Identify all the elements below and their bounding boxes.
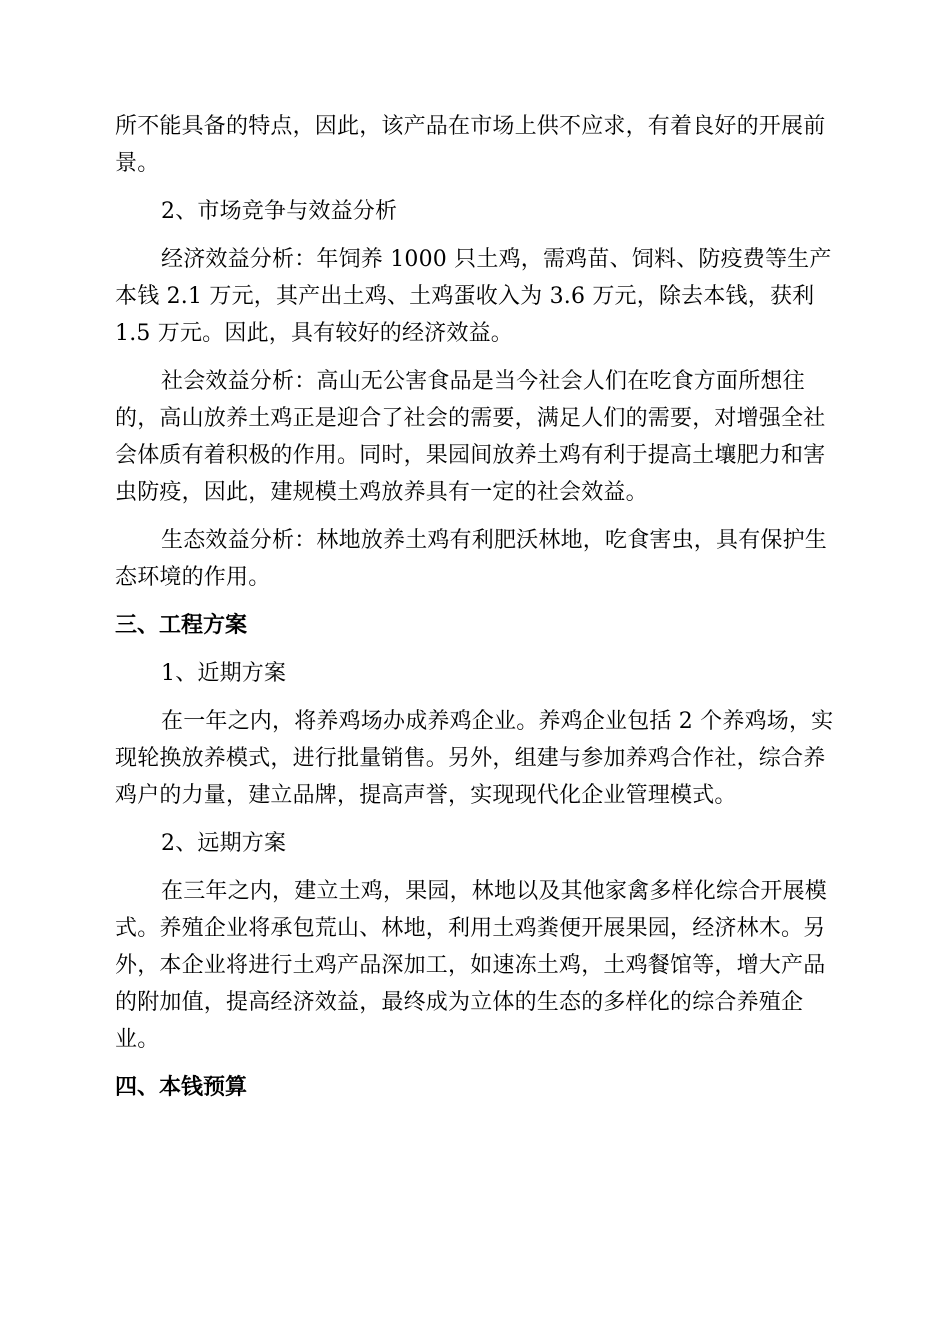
subheading-long-term-plan: 2、远期方案 (161, 831, 287, 856)
paragraph-near-term-plan (115, 703, 835, 814)
text-line: 的，高山放养土鸡正是迎合了社会的需要，满足人们的需要，对增强全社 (115, 406, 826, 431)
section-heading-cost-budget: 四、本钱预算 (115, 1075, 248, 1100)
text-line: 鸡户的力量，建立品牌，提高声誉，实现现代化企业管理模式。 (115, 783, 737, 808)
text-line: 式。养殖企业将承包荒山、林地，利用土鸡粪便开展果园，经济林木。另 (115, 916, 826, 941)
text-line: 在一年之内，将养鸡场办成养鸡企业。养鸡企业包括 2 个养鸡场，实 (161, 709, 834, 734)
text-line: 业。 (115, 1027, 160, 1052)
text-line: 1.5 万元。因此，具有较好的经济效益。 (115, 321, 513, 346)
paragraph-market-outlook (115, 108, 835, 182)
paragraph-economic-benefit (115, 241, 835, 352)
text-line: 现轮换放养模式，进行批量销售。另外，组建与参加养鸡合作社，综合养 (115, 746, 826, 771)
text-line: 的附加值，提高经济效益，最终成为立体的生态的多样化的综合养殖企 (115, 990, 804, 1015)
subheading-market-competition: 2、市场竞争与效益分析 (161, 199, 398, 224)
text-line: 外，本企业将进行土鸡产品深加工，如速冻土鸡，土鸡餐馆等，增大产品 (115, 953, 826, 978)
paragraph-ecological-benefit (115, 522, 835, 596)
section-heading-project-plan: 三、工程方案 (115, 613, 248, 638)
paragraph-social-benefit (115, 363, 835, 511)
text-line: 经济效益分析：年饲养 1000 只土鸡，需鸡苗、饲料、防疫费等生产 (161, 247, 832, 272)
text-line: 社会效益分析：高山无公害食品是当今社会人们在吃食方面所想往 (161, 369, 805, 394)
subheading-near-term-plan: 1、近期方案 (161, 661, 287, 686)
text-line: 所不能具备的特点，因此，该产品在市场上供不应求，有着良好的开展前 (115, 114, 826, 139)
text-line: 会体质有着积极的作用。同时，果园间放养土鸡有利于提高土壤肥力和害 (115, 443, 826, 468)
text-line: 虫防疫，因此，建规模土鸡放养具有一定的社会效益。 (115, 480, 648, 505)
text-line: 本钱 2.1 万元，其产出土鸡、土鸡蛋收入为 3.6 万元，除去本钱，获利 (115, 284, 815, 309)
paragraph-long-term-plan (115, 873, 835, 1058)
text-line: 生态效益分析：林地放养土鸡有利肥沃林地，吃食害虫，具有保护生 (161, 528, 828, 553)
document-page (115, 108, 835, 1117)
text-line: 在三年之内，建立土鸡，果园，林地以及其他家禽多样化综合开展模 (161, 879, 828, 904)
text-line: 景。 (115, 151, 160, 176)
text-line: 态环境的作用。 (115, 565, 271, 590)
